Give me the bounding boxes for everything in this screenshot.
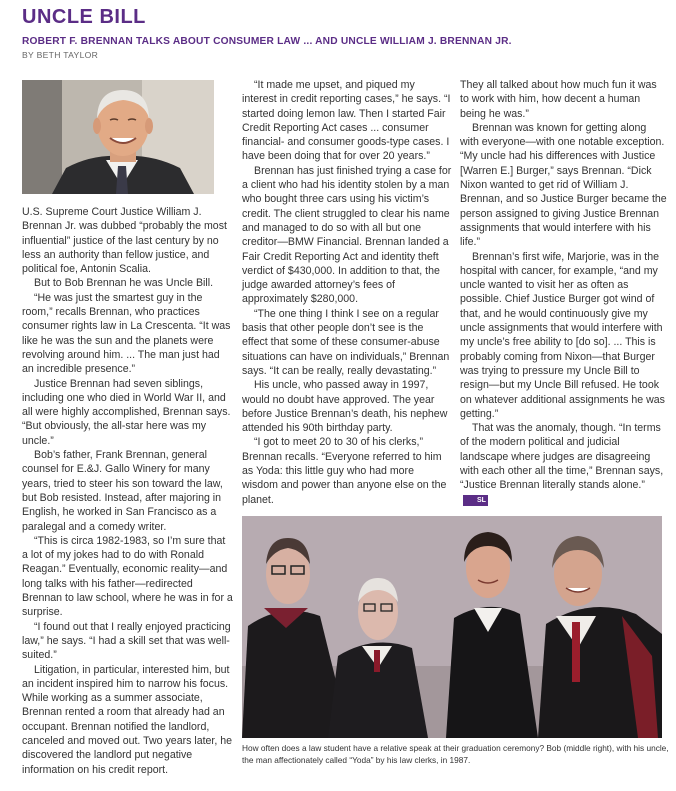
paragraph: Justice Brennan had seven siblings, including one who died in World War II, and all were highly accomplished, Brennan says. “But obviously, the all-star here was my uncle.”: [22, 377, 231, 447]
paragraph: “It made me upset, and piqued my interest in credit reporting cases,” he says. “I started doing lemon law. Then I started Fair Credit Reporting Act cases ... consumer financial- and consumer goods-type cases. I have been doing that for over 20 years.”: [242, 79, 451, 163]
article-title: UNCLE BILL: [22, 6, 146, 28]
brennan-portrait-photo: [22, 80, 214, 194]
paragraph-text: That was the anomaly, though. “In terms of the modern political and judicial landscape where judges are disagreeing with each other all the time,” Brennan says, “Justice Brennan literally stands alone.”: [460, 422, 664, 492]
article-column-3: [460, 78, 668, 507]
paragraph: Litigation, in particular, interested him, but an incident inspired him to narrow his focus. While working as a summer associate, Brennan rented a room that already had an occupant. Brennan notified the landlord, canceled and moved out. Two years later, he discovered the landlord put negative information on his credit report.: [22, 663, 233, 776]
paragraph: Brennan’s first wife, Marjorie, was in the hospital with cancer, for example, “and my uncle wanted to visit her as often as possible. Chief Justice Burger got wind of that, and he would continuously give my uncle assignments that would interfere with my uncle’s free ability to [do so]. ... This is probably coming from Nixon—that Burger was trying to pressure my Uncle Bill to resign—but my Uncle Bill refused. He took on whatever additional assignments he was getting.”: [460, 250, 665, 420]
paragraph: But to Bob Brennan he was Uncle Bill.: [34, 277, 214, 290]
paragraph: U.S. Supreme Court Justice William J. Brennan Jr. was dubbed “probably the most influential” justice of the last century by no less an authority than fellow justice, and political foe, Antonin Scalia.: [22, 206, 227, 276]
article-column-2: [242, 78, 452, 507]
photo-caption: How often does a law student have a relative speak at their graduation ceremony? Bob (middle right), with his uncle, the man affectionately called “Yoda” by his law clerks, in 1987.: [242, 743, 669, 765]
end-of-article-mark: SL: [463, 495, 488, 506]
article-column-1: [22, 205, 234, 777]
paragraph: “He was just the smartest guy in the room,” recalls Brennan, who practices consumer rights law in La Crescenta. “It was like he was the sun and the planets were revolving around him. ... The man just had an incredible presence.”: [22, 291, 231, 376]
paragraph: Bob’s father, Frank Brennan, general counsel for E.&J. Gallo Winery for many years, tried to steer his son toward the law, but Bob resisted. Instead, after majoring in English, he worked in San Francisco as a paralegal and a comedy writer.: [22, 449, 223, 533]
paragraph: “I found out that I really enjoyed practicing law,” he says. “I had a skill set that was well-suited.”: [22, 620, 231, 662]
paragraph: [460, 421, 668, 507]
graduation-group-photo: [242, 516, 662, 738]
paragraph: They all talked about how much fun it was to work with him, how decent a human being he was.”: [460, 79, 657, 120]
paragraph: Brennan has just finished trying a case for a client who had his identity stolen by a man who bought three cars using his victim’s credit. The client struggled to clear his name and managed to do so with all but one creditor—BMW Financial. Brennan landed a Fair Credit Reporting Act and identity theft verdict of $430,000. In addition to that, the judge awarded attorney’s fees of approximately $280,000.: [242, 164, 452, 306]
paragraph: “I got to meet 20 to 30 of his clerks,” Brennan recalls. “Everyone referred to him as Yoda: this little guy who had more wisdom and power than anyone else on the planet.: [242, 436, 447, 506]
paragraph: His uncle, who passed away in 1997, would no doubt have approved. The year before Justice Brennan’s death, his nephew attended his 90th birthday party.: [242, 379, 448, 435]
byline: BY BETH TAYLOR: [22, 50, 99, 60]
paragraph: “This is circa 1982-1983, so I’m sure that a lot of my jokes had to do with Ronald Reagan.” Eventually, economic reality—and long talks with his father—redirected Brennan to law school, where he was in for a surprise.: [22, 534, 233, 619]
article-subtitle: ROBERT F. BRENNAN TALKS ABOUT CONSUMER LAW ... AND UNCLE WILLIAM J. BRENNAN JR.: [22, 36, 512, 47]
paragraph: Brennan was known for getting along with everyone—with one notable exception. “My uncle had his differences with Justice [Warren E.] Burger,” says Brennan. “Dick Nixon wanted to get rid of William J. Brennan, and so Justice Burger became the person assigned to giving Justice Brennan assignments that would interfere with his life.”: [460, 121, 667, 249]
group-photo-illustration: [242, 516, 662, 738]
paragraph: “The one thing I think I see on a regular basis that other people don’t see is the effect that some of these consumer-abuse situations can have on individuals,” Brennan says. “It can be really, really devastating.”: [242, 307, 450, 377]
portrait-illustration: [22, 80, 214, 194]
